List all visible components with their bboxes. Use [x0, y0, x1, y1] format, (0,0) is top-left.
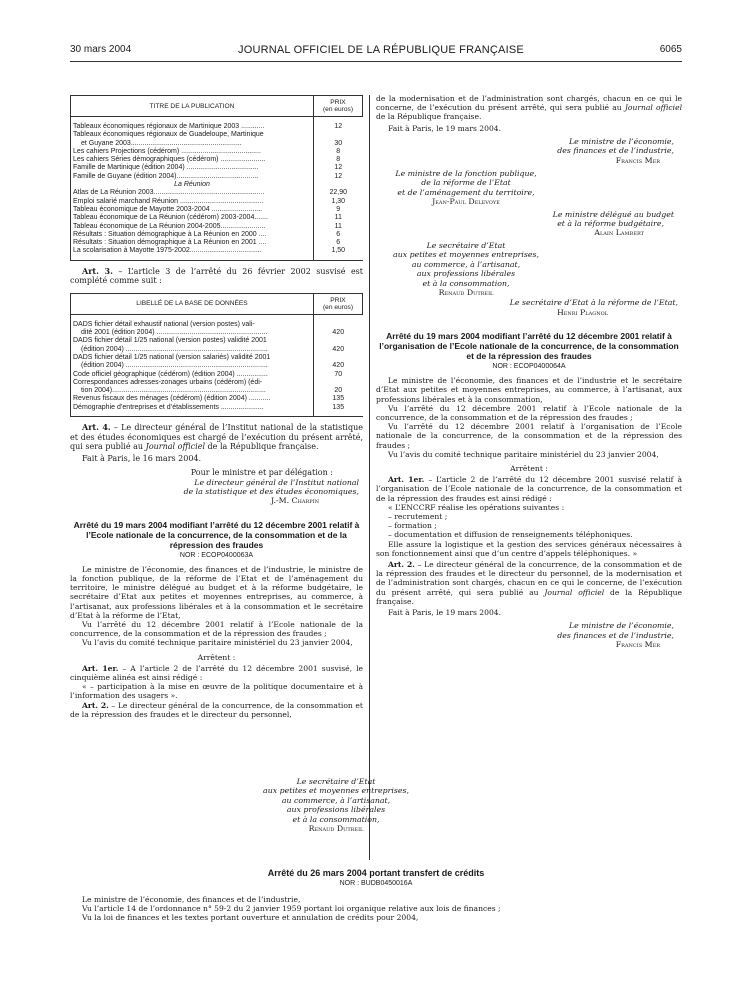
- price-cell: [314, 354, 363, 362]
- table-row: [71, 239, 363, 247]
- price-cell: 420: [314, 346, 363, 354]
- signatory-name: J.-M. Charpin: [271, 496, 319, 506]
- signature-line: et de l’aménagement du territoire,: [397, 187, 535, 197]
- article-label: Art. 3.: [82, 265, 113, 276]
- publication-title-cell: Revenus fiscaux des ménages (cédérom) (édition 2004) ...........: [71, 395, 314, 403]
- signature-block-mer: [376, 137, 682, 165]
- table-row: [71, 198, 363, 206]
- price-label: PRIX: [330, 296, 346, 304]
- decree-visa: Vu l’article 14 de l’ordonnance n° 59-2 du 2 janvier 1959 portant loi organique relative aux lois de finances ;: [82, 904, 501, 914]
- signatory-name: Alain Lambert: [594, 228, 644, 238]
- price-cell: 22,90: [314, 189, 363, 197]
- publication-title-cell: Résultats : Situation démographique à La Réunion en 2001 ....: [71, 239, 314, 247]
- table-row: [71, 404, 363, 417]
- table-row: [71, 189, 363, 197]
- signatory-name: Henri Plagnol: [556, 307, 608, 317]
- signature-block: [70, 478, 359, 506]
- table-row: [71, 164, 363, 172]
- publication-title-cell: Tableau économique de La Réunion (cédérom) 2003-2004.......: [71, 214, 314, 222]
- price-cell: 1,30: [314, 198, 363, 206]
- table-row: [71, 371, 363, 379]
- decree-preamble: Le ministre de l’économie, des finances et de l’industrie, le ministre de la fonction publique, de la réforme de l’Etat et de l’aménagement du territoire, le ministre délégué au budget et à la réforme budgétaire, le secrétaire d’Etat aux petites et moyennes entreprises, au commerce, à l’artisanat, aux professions libérales et à la consommation et le secrétaire d’Etat à la réforme de l’Etat,: [70, 564, 363, 620]
- decree-preamble: Le ministre de l’économie, des finances et de l’industrie,: [82, 895, 301, 904]
- price-unit: (en euros): [322, 303, 354, 311]
- table-row: [71, 395, 363, 403]
- table-header-price: [314, 96, 363, 117]
- price-cell: 420: [314, 329, 363, 337]
- signatory-name: Renaud Dutreil: [308, 824, 364, 834]
- publication-title-cell: DADS fichier détail exhaustif national (version postes) vali-: [71, 314, 314, 329]
- price-cell: 8: [314, 156, 363, 164]
- signature-line: Le ministre délégué au budget: [552, 209, 674, 219]
- article-text: – Le directeur général de l’Institut national de la statistique et des études économiques est chargé de l’exécution du présent arrêté, qui sera publié au: [70, 423, 363, 452]
- article-label: Art. 2.: [388, 559, 415, 569]
- decree-title: Arrêté du 26 mars 2004 portant transfert de crédits: [267, 868, 485, 878]
- table-row: [71, 206, 363, 214]
- article-2: [70, 701, 363, 719]
- publication-title-cell: et Guyane 2003.........................................................: [71, 140, 314, 148]
- decree-visa: Vu l’arrêté du 12 décembre 2001 relatif à l’organisation de l’Ecole nationale de la concurrence, de la consommation et de la répression des fraudes ;: [376, 422, 682, 450]
- signature-line: aux petites et moyennes entreprises,: [263, 786, 409, 796]
- article-4: [70, 423, 363, 452]
- continued-text: [376, 94, 682, 122]
- publication-title-cell: dité 2001 (édition 2004) .........................................................: [71, 329, 314, 337]
- arretent-line: Arrêtent :: [510, 463, 548, 473]
- article-text: – L’article 2 de l’arrêté du 12 décembre 2001 susvisé relatif à l’organisation de l’Ecole nationale de la concurrence, de la consommation et de la répression des fraudes est ainsi rédigé :: [376, 475, 682, 503]
- publication-title-cell: La scolarisation à Mayotte 1975-2002.....................................: [71, 247, 314, 260]
- publication-title-cell: Code officiel géographique (cédérom) (édition 2004) ................: [71, 371, 314, 379]
- table-row: [71, 337, 363, 345]
- page-header: [70, 44, 682, 60]
- price-cell: 9: [314, 206, 363, 214]
- table-row: [71, 173, 363, 181]
- publication-title-cell: tion 2004)...............................................................................: [71, 387, 314, 395]
- article-text: – Le directeur général de la concurrence, de la consommation et de la répression des fraudes et le directeur du personnel,: [70, 700, 363, 719]
- table-row: [71, 329, 363, 337]
- table-row: [71, 346, 363, 354]
- price-unit: (en euros): [322, 106, 354, 113]
- table-row: [71, 214, 363, 222]
- journal-name: Journal officiel: [145, 442, 206, 452]
- publication-title-cell: DADS fichier détail 1/25 national (version postes) validité 2001: [71, 337, 314, 345]
- publication-title-cell: Les cahiers Projections (cédérom) .........................................: [71, 148, 314, 156]
- table-row: [71, 387, 363, 395]
- signature-line: aux petites et moyennes entreprises,: [393, 250, 539, 260]
- journal-title: JOURNAL OFFICIEL DE LA RÉPUBLIQUE FRANÇAISE: [238, 44, 524, 56]
- signature-line: aux professions libérales: [416, 269, 516, 279]
- signature-line: et à la réforme budgétaire,: [557, 219, 664, 229]
- signature-line: Le ministre de l’économie,: [568, 621, 674, 631]
- publication-title-cell: Atlas de La Réunion 2003.........................................................: [71, 189, 314, 197]
- signature-line: de la statistique et des études économiques,: [183, 486, 359, 496]
- quote-line: – formation ;: [388, 521, 437, 531]
- arretent-line: Arrêtent :: [197, 652, 236, 662]
- signature-date: Fait à Paris, le 16 mars 2004.: [82, 453, 202, 463]
- publication-title-cell: Tableau économique de Mayotte 2003-2004 ..........................: [71, 206, 314, 214]
- article-text: – Le directeur général de la concurrence, de la consommation et de la répression des fraudes et le directeur du personnel, de la modernisation et de l’administration sont chargés, chacun en ce qui le concerne, de l’exécution du présent arrêté, qui sera publié au: [376, 559, 682, 597]
- price-cell: 11: [314, 223, 363, 231]
- price-cell: 30: [314, 140, 363, 148]
- article-3: [70, 267, 363, 286]
- article-text: de la modernisation et de l’administration sont chargés, chacun en ce qui le concerne, de l’exécution du présent arrêté, qui sera publié au: [376, 94, 682, 113]
- decree-visa: Vu la loi de finances et les textes portant ouverture et annulation de crédits pour 2004,: [82, 913, 419, 923]
- publication-title-cell: Les cahiers Séries démographiques (cédérom) .......................: [71, 156, 314, 164]
- publication-title-cell: Tableau économique de La Réunion 2004-2005.......................: [71, 223, 314, 231]
- journal-name: Journal officiel: [624, 103, 682, 113]
- price-cell: [314, 379, 363, 387]
- quote-line: « L’ENCCRF réalise les opérations suivantes :: [388, 502, 565, 512]
- article-2: [376, 560, 682, 606]
- table-row: [71, 314, 363, 329]
- signature-line: Le ministre de l’économie,: [568, 136, 674, 146]
- price-cell: 1,50: [314, 247, 363, 260]
- quote-line: – documentation et diffusion de renseignements téléphoniques.: [388, 530, 633, 540]
- article-text: – A l’article 2 de l’arrêté du 12 décembre 2001 susvisé, le cinquième alinéa est ainsi rédigé :: [70, 663, 363, 682]
- price-cell: 6: [314, 231, 363, 239]
- table-row: [71, 362, 363, 370]
- price-cell: 135: [314, 395, 363, 403]
- publication-title-cell: DADS fichier détail 1/25 national (version salariés) validité 2001: [71, 354, 314, 362]
- page-number: 6065: [659, 44, 682, 55]
- table-row: [71, 379, 363, 387]
- table-header-title: TITRE DE LA PUBLICATION: [71, 96, 314, 117]
- price-label: PRIX: [330, 99, 346, 106]
- price-cell: [314, 131, 363, 139]
- signatory-name: Francis Mer: [615, 155, 660, 165]
- table-row: [71, 131, 363, 139]
- table-header-title: LIBELLÉ DE LA BASE DE DONNÉES: [71, 293, 314, 314]
- article-text: de la République française.: [376, 587, 682, 606]
- publication-title-cell: La Réunion: [71, 181, 314, 189]
- publication-title-cell: Famille de Guyane (édition 2004)..........................................: [71, 173, 314, 181]
- signature-block-dutreil: [376, 241, 556, 297]
- decree-title: Arrêté du 19 mars 2004 modifiant l’arrêté du 12 décembre 2001 relatif à l’organisation de l’Ecole nationale de la concurrence, de la consommation et de la répression des fraudes: [379, 331, 679, 362]
- signatory-name: Renaud Dutreil: [438, 287, 494, 297]
- signature-line: de la réforme de l’Etat: [421, 178, 511, 188]
- nor-reference: NOR : BUDB0450016A: [339, 880, 413, 887]
- signature-date: Fait à Paris, le 19 mars 2004.: [388, 608, 502, 617]
- signature-line: Le secrétaire d’Etat à la réforme de l’Etat,: [509, 298, 678, 308]
- article-label: Art. 1er.: [388, 475, 425, 485]
- nor-reference: NOR : ECOP0400064A: [492, 363, 566, 371]
- column-divider: [369, 95, 370, 860]
- price-cell: 11: [314, 214, 363, 222]
- signature-block-plagnol: [376, 298, 682, 317]
- publication-title-cell: (édition 2004) .........................................................................: [71, 362, 314, 370]
- signatory-name: Jean-Paul Delevoye: [432, 197, 500, 207]
- table-header-price: [314, 293, 363, 314]
- signature-block-delevoye: [376, 169, 556, 207]
- article-1: [376, 475, 682, 503]
- price-cell: 20: [314, 387, 363, 395]
- publication-title-cell: Tableaux économiques régionaux de Martinique 2003 ............: [71, 117, 314, 132]
- article-label: Art. 1er.: [82, 663, 119, 673]
- signature-block-lambert: [376, 210, 682, 238]
- table-row: [71, 223, 363, 231]
- table-row: [71, 354, 363, 362]
- table-row: [71, 140, 363, 148]
- signature-date: Fait à Paris, le 19 mars 2004.: [388, 123, 502, 133]
- article-text: de la République française.: [376, 112, 482, 122]
- table-row: [71, 181, 363, 189]
- price-cell: [314, 314, 363, 329]
- publications-price-table: [70, 95, 363, 261]
- journal-name: Journal officiel: [544, 587, 605, 597]
- quote-line: Elle assure la logistique et la gestion des services généraux nécessaires à son fonctionnement ainsi que d’un centre d’appels téléphoniques. »: [376, 539, 682, 558]
- quote-line: – recrutement ;: [388, 511, 448, 521]
- publication-title-cell: Correspondances adresses-zonages urbains (cédérom) (édi-: [71, 379, 314, 387]
- price-cell: [314, 337, 363, 345]
- header-date: 30 mars 2004: [70, 44, 132, 55]
- publication-title-cell: Tableaux économiques régionaux de Guadeloupe, Martinique: [71, 131, 314, 139]
- table-row: [71, 156, 363, 164]
- article-text: – L’article 3 de l’arrêté du 26 février 2002 susvisé est complété comme suit :: [70, 266, 363, 286]
- left-column: [70, 95, 363, 719]
- signature-line: Le secrétaire d’Etat: [426, 240, 506, 250]
- signature-line: Le ministre de la fonction publique,: [395, 169, 537, 179]
- signature-line: et à la consommation,: [422, 278, 510, 288]
- signature-line: Le directeur général de l’Institut national: [194, 477, 359, 487]
- table-row: [71, 117, 363, 132]
- signature-line: au commerce, à l’artisanat,: [411, 259, 521, 269]
- bottom-decree: [70, 868, 682, 923]
- decree-visa: Vu l’avis du comité technique paritaire ministériel du 23 janvier 2004,: [82, 638, 353, 648]
- publication-title-cell: Démographie d’entreprises et d’établissements ......................: [71, 404, 314, 417]
- delegation-line: Pour le ministre et par délégation :: [190, 468, 333, 478]
- table-row: [71, 148, 363, 156]
- price-cell: [314, 181, 363, 189]
- signature-line: au commerce, à l’artisanat,: [281, 795, 391, 805]
- signature-line: des finances et de l’industrie,: [557, 630, 674, 640]
- nor-reference: NOR : ECOP0400063A: [179, 551, 254, 559]
- article-quote: « – participation à la mise en œuvre de la politique documentaire et à l’information des usagers ».: [70, 682, 363, 701]
- publication-title-cell: Emploi salarié marchand Réunion ...........................................: [71, 198, 314, 206]
- article-label: Art. 4.: [82, 422, 111, 433]
- publication-title-cell: Résultats : Situation démographique à La Réunion en 2000 ....: [71, 231, 314, 239]
- price-cell: 420: [314, 362, 363, 370]
- price-cell: 70: [314, 371, 363, 379]
- right-column: [376, 95, 682, 649]
- decree-title: Arrêté du 19 mars 2004 modifiant l’arrêté du 12 décembre 2001 relatif à l’Ecole nationale de la concurrence, de la consommation et de la répression des fraudes: [73, 519, 360, 550]
- decree-visa: Vu l’arrêté du 12 décembre 2001 relatif à l’Ecole nationale de la concurrence, de la consommation et de la répression des fraudes ;: [70, 619, 363, 639]
- signature-line: et à la consommation,: [292, 814, 380, 824]
- price-cell: 135: [314, 404, 363, 417]
- signatory-name: Francis Mer: [615, 640, 660, 650]
- article-1: [70, 664, 363, 682]
- table-row: [71, 247, 363, 260]
- decree-visa: Vu l’avis du comité technique paritaire ministériel du 23 janvier 2004,: [388, 449, 659, 459]
- signature-block-mer: [376, 621, 682, 649]
- header-rule: [70, 61, 682, 62]
- publication-title-cell: (édition 2004) .........................................................................: [71, 346, 314, 354]
- price-cell: 6: [314, 239, 363, 247]
- publication-title-cell: Famille de Martinique (édition 2004) .....................................: [71, 164, 314, 172]
- signature-line: des finances et de l’industrie,: [557, 146, 674, 156]
- price-cell: 12: [314, 164, 363, 172]
- decree-preamble: Le ministre de l’économie, des finances et de l’industrie et le secrétaire d’Etat aux petites et moyennes entreprises, au commerce, à l’artisanat, aux professions libérales et à la consommation,: [376, 376, 682, 404]
- signature-block-dutreil-2: [246, 777, 426, 833]
- table-row: [71, 231, 363, 239]
- signature-line: Le secrétaire d’Etat: [296, 777, 376, 786]
- decree-visa: Vu l’arrêté du 12 décembre 2001 relatif à l’Ecole nationale de la concurrence, de la consommation et de la répression des fraudes ;: [376, 403, 682, 422]
- article-text: de la République française.: [205, 442, 319, 452]
- databases-price-table: [70, 293, 363, 417]
- signature-line: aux professions libérales: [286, 805, 386, 815]
- price-cell: 12: [314, 173, 363, 181]
- price-cell: 8: [314, 148, 363, 156]
- article-label: Art. 2.: [82, 700, 109, 710]
- price-cell: 12: [314, 117, 363, 132]
